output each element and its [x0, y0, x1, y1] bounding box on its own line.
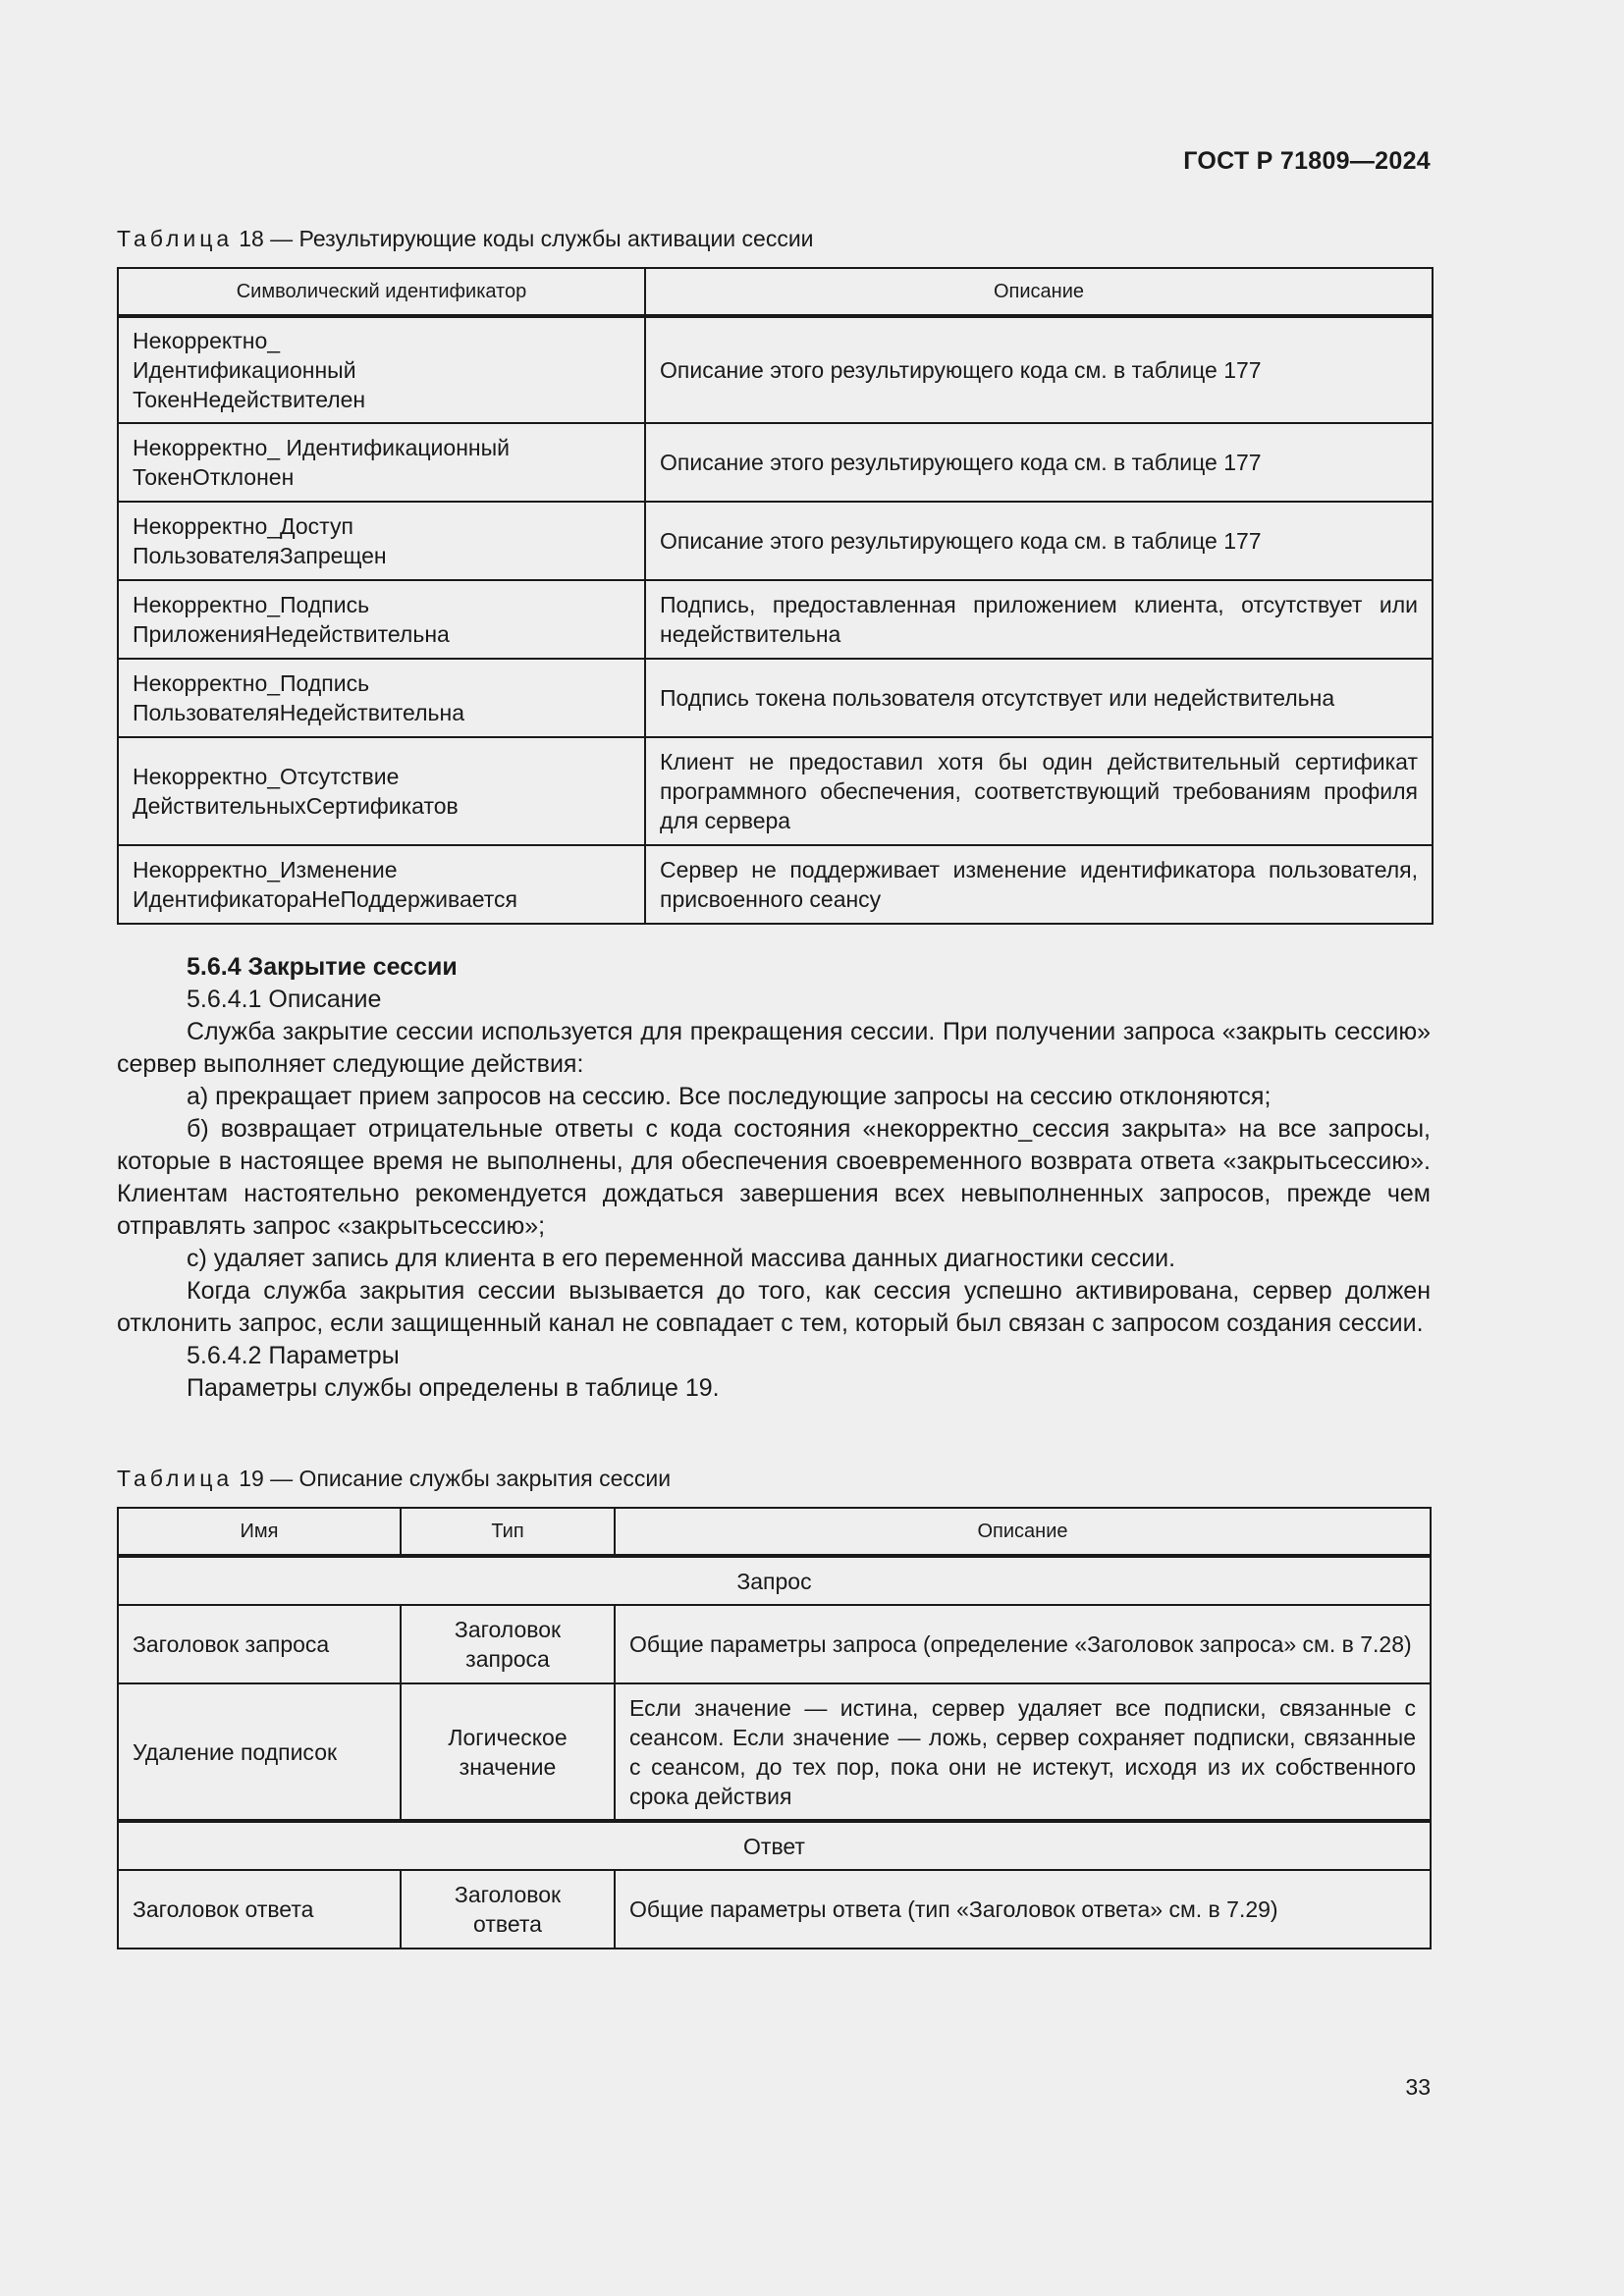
param-name-cell: Заголовок ответа — [118, 1870, 401, 1949]
table-row — [118, 316, 1433, 423]
table18-desc-cell: Сервер не поддерживает изменение идентификатора пользователя, присвоенного сеансу — [645, 845, 1433, 924]
table19 — [117, 1507, 1432, 1949]
paragraph-activation: Когда служба закрытия сессии вызывается до того, как сессия успешно активирована, сервер должен отклонить запрос, если защищенный канал не совпадает с тем, который был связан с запросом создания сессии. — [117, 1277, 1431, 1337]
table18-desc-cell: Подпись токена пользователя отсутствует или недействительна — [645, 659, 1433, 737]
page-number: 33 — [1405, 2074, 1431, 2100]
param-desc-cell: Общие параметры ответа (тип «Заголовок ответа» см. в 7.29) — [615, 1870, 1431, 1949]
table-row — [118, 1683, 1431, 1821]
table18-caption-word: Таблица — [117, 226, 234, 251]
table18-id-cell: Некорректно_Изменение ИдентификатораНеПоддерживается — [118, 845, 645, 924]
table18-desc-cell: Описание этого результирующего кода см. в таблице 177 — [645, 502, 1433, 580]
table18-id-cell: Некорректно_Подпись ПользователяНедействительна — [118, 659, 645, 737]
list-item-c: c) удаляет запись для клиента в его переменной массива данных диагностики сессии. — [187, 1245, 1176, 1272]
table18-caption-text: 18 — Результирующие коды службы активации сессии — [239, 226, 814, 251]
table-row — [118, 580, 1433, 659]
table18-desc-cell: Подпись, предоставленная приложением клиента, отсутствует или недействительна — [645, 580, 1433, 659]
table18-id-cell: Некорректно_Доступ ПользователяЗапрещен — [118, 502, 645, 580]
table19-caption-word: Таблица — [117, 1466, 234, 1491]
table-section-row — [118, 1821, 1431, 1870]
list-item-b: б) возвращает отрицательные ответы с кода состояния «некорректно_сессия закрыта» на все запросы, которые в настоящее время не выполнены, для обеспечения своевременного возврата ответа «закрытьсессию». Клиентам настоятельно рекомендуется дождаться завершения всех невыполненных запросов, прежде чем отправлять запрос «закрытьсессию»; — [117, 1115, 1431, 1240]
section-5-6-4 — [117, 951, 1431, 1405]
table-row — [118, 502, 1433, 580]
table19-caption — [117, 1466, 671, 1492]
table18-id-cell: Некорректно_Подпись ПриложенияНедействительна — [118, 580, 645, 659]
table-row — [118, 1870, 1431, 1949]
table-row — [118, 1605, 1431, 1683]
table18-header-desc: Описание — [645, 268, 1433, 316]
table18-id-cell: Некорректно_ Идентификационный ТокенНедействителен — [118, 316, 645, 423]
table19-header-name: Имя — [118, 1508, 401, 1556]
table19-header-type: Тип — [401, 1508, 615, 1556]
table18-desc-cell: Клиент не предоставил хотя бы один действительный сертификат программного обеспечения, соответствующий требованиям профиля для сервера — [645, 737, 1433, 845]
param-type-cell: Заголовок запроса — [401, 1605, 615, 1683]
param-desc-cell: Общие параметры запроса (определение «Заголовок запроса» см. в 7.28) — [615, 1605, 1431, 1683]
document-number: ГОСТ Р 71809—2024 — [1183, 147, 1431, 175]
table18-desc-cell: Описание этого результирующего кода см. в таблице 177 — [645, 316, 1433, 423]
request-section-label: Запрос — [118, 1556, 1431, 1605]
table-row — [118, 423, 1433, 502]
table18 — [117, 267, 1434, 925]
param-name-cell: Заголовок запроса — [118, 1605, 401, 1683]
table18-header-id: Символический идентификатор — [118, 268, 645, 316]
table-section-row — [118, 1556, 1431, 1605]
paragraph-parameters: Параметры службы определены в таблице 19. — [187, 1374, 720, 1402]
table18-id-cell: Некорректно_Отсутствие ДействительныхСертификатов — [118, 737, 645, 845]
param-name-cell: Удаление подписок — [118, 1683, 401, 1821]
param-desc-cell: Если значение — истина, сервер удаляет все подписки, связанные с сеансом. Если значение — ложь, сервер сохраняет подписки, связанные с сеансом, до тех пор, пока они не истекут, исходя из их собственного срока действия — [615, 1683, 1431, 1821]
table-row — [118, 845, 1433, 924]
response-section-label: Ответ — [118, 1821, 1431, 1870]
param-type-cell: Заголовок ответа — [401, 1870, 615, 1949]
table19-caption-text: 19 — Описание службы закрытия сессии — [239, 1466, 672, 1491]
subsection-parameters-title: 5.6.4.2 Параметры — [187, 1342, 400, 1369]
section-heading: 5.6.4 Закрытие сессии — [187, 953, 458, 981]
table18-caption — [117, 226, 814, 252]
table-row — [118, 659, 1433, 737]
list-item-a: a) прекращает прием запросов на сессию. Все последующие запросы на сессию отклоняются; — [187, 1083, 1272, 1110]
subsection-description-title: 5.6.4.1 Описание — [187, 986, 382, 1013]
table18-id-cell: Некорректно_ Идентификационный ТокенОтклонен — [118, 423, 645, 502]
table18-desc-cell: Описание этого результирующего кода см. в таблице 177 — [645, 423, 1433, 502]
paragraph-intro: Служба закрытие сессии используется для прекращения сессии. При получении запроса «закрыть сессию» сервер выполняет следующие действия: — [117, 1018, 1431, 1078]
table19-header-desc: Описание — [615, 1508, 1431, 1556]
param-type-cell: Логическое значение — [401, 1683, 615, 1821]
table-row — [118, 737, 1433, 845]
